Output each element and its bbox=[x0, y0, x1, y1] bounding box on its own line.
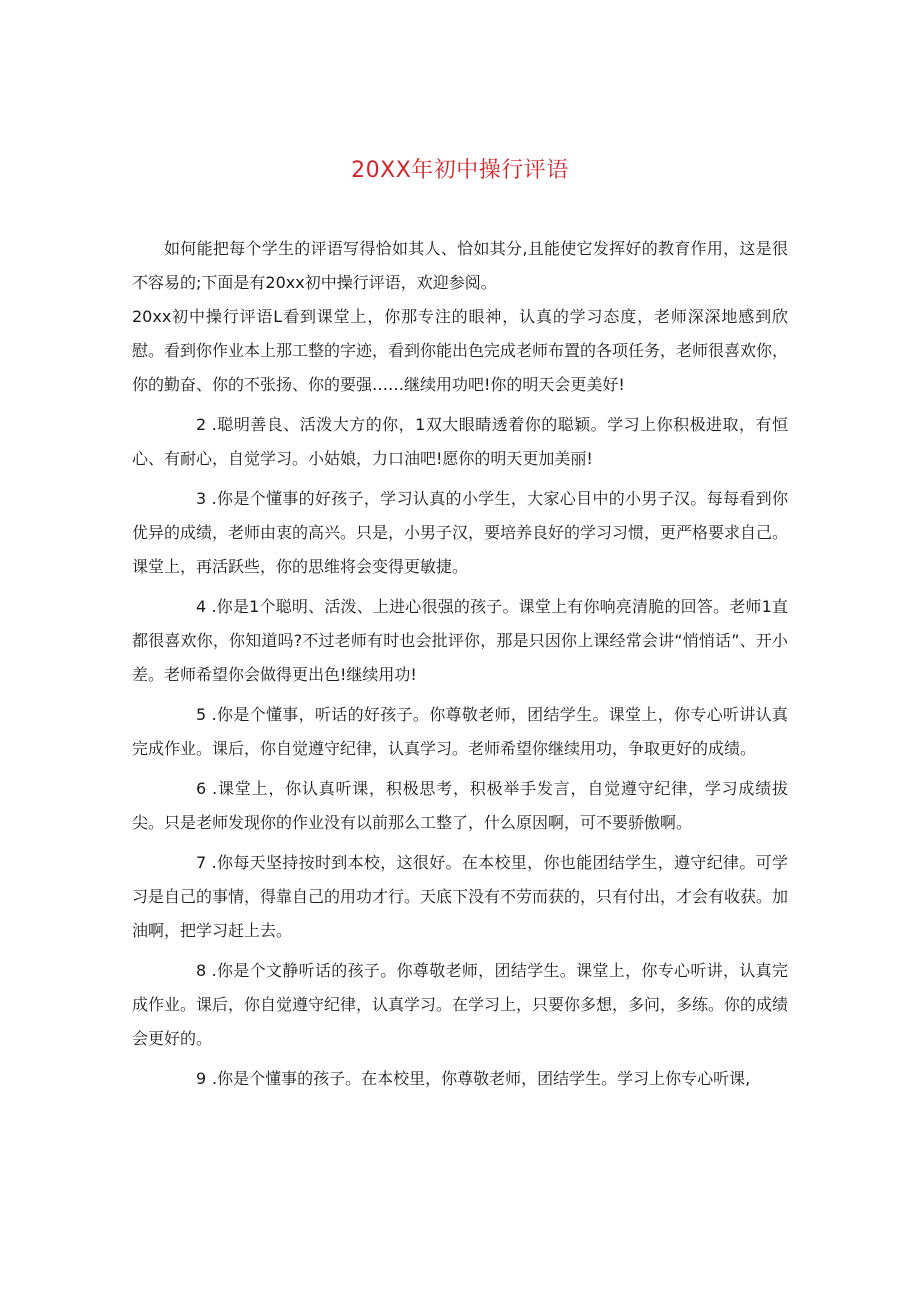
comment-paragraph-6 bbox=[132, 772, 788, 840]
intro-paragraph: 如何能把每个学生的评语写得恰如其人、恰如其分,且能使它发挥好的教育作用，这是很不容易的;下面是有20xx初中操行评语，欢迎参阅。 bbox=[132, 239, 788, 292]
paragraph-number: 8 bbox=[196, 961, 207, 980]
comment-paragraph-1 bbox=[132, 300, 788, 402]
paragraph-number: 2 bbox=[196, 415, 207, 434]
paragraph-text: .你每天坚持按时到本校，这很好。在本校里，你也能团结学生，遵守纪律。可学习是自己的事情，得靠自己的用功才行。天底下没有不劳而获的，只有付出，才会有收获。加油啊，把学习赶上去。 bbox=[132, 853, 789, 940]
paragraph-text: .你是个懂事的孩子。在本校里，你尊敬老师，团结学生。学习上你专心听课, bbox=[212, 1069, 751, 1088]
paragraph-number: 4 bbox=[196, 597, 207, 616]
comment-paragraph-7 bbox=[132, 846, 788, 948]
paragraph-number: 7 bbox=[196, 853, 207, 872]
paragraph-text: .聪明善良、活泼大方的你，1双大眼睛透着你的聪颖。学习上你积极进取，有恒心、有耐心，自觉学习。小姑娘，力口油吧!愿你的明天更加美丽! bbox=[132, 415, 788, 468]
paragraph-text: .你是个懂事，听话的好孩子。你尊敬老师，团结学生。课堂上，你专心听讲认真完成作业。课后，你自觉遵守纪律，认真学习。老师希望你继续用功，争取更好的成绩。 bbox=[132, 705, 788, 758]
paragraph-text: .课堂上，你认真听课，积极思考，积极举手发言，自觉遵守纪律，学习成绩拔尖。只是老师发现你的作业没有以前那么工整了，什么原因啊，可不要骄傲啊。 bbox=[132, 779, 789, 832]
paragraph-number: 6 bbox=[196, 779, 207, 798]
paragraph-text: .你是个懂事的好孩子，学习认真的小学生，大家心目中的小男子汉。每每看到你优异的成绩，老师由衷的高兴。只是，小男子汉，要培养良好的学习习惯，更严格要求自己。课堂上，再活跃些，你的思维将会变得更敏捷。 bbox=[132, 489, 789, 576]
comment-paragraph-3 bbox=[132, 482, 788, 584]
comment-paragraph-5 bbox=[132, 698, 788, 766]
comment-paragraph-8 bbox=[132, 954, 788, 1056]
paragraph-text: .你是1个聪明、活泼、上进心很强的孩子。课堂上有你响亮清脆的回答。老师1直都很喜欢你，你知道吗?不过老师有时也会批评你，那是只因你上课经常会讲“悄悄话”、开小差。老师希望你会做得更出色!继续用功! bbox=[132, 597, 788, 684]
paragraph-number: 5 bbox=[196, 705, 207, 724]
paragraph-text: 20xx初中操行评语L看到课堂上，你那专注的眼神，认真的学习态度，老师深深地感到欣慰。看到你作业本上那工整的字迹，看到你能出色完成老师布置的各项任务，老师很喜欢你，你的勤奋、你的不张扬、你的要强……继续用功吧!你的明天会更美好! bbox=[132, 307, 789, 394]
paragraph-text: .你是个文静听话的孩子。你尊敬老师，团结学生。课堂上，你专心听讲，认真完成作业。课后，你自觉遵守纪律，认真学习。在学习上，只要你多想，多问，多练。你的成绩会更好的。 bbox=[132, 961, 789, 1048]
document-title: 20XX年初中操行评语 bbox=[351, 158, 569, 183]
document-body bbox=[132, 232, 788, 1096]
paragraph-number: 3 bbox=[196, 489, 207, 508]
comment-paragraph-2 bbox=[132, 408, 788, 476]
comment-paragraph-9 bbox=[132, 1062, 788, 1096]
comment-paragraph-4 bbox=[132, 590, 788, 692]
paragraph-number: 9 bbox=[196, 1069, 207, 1088]
